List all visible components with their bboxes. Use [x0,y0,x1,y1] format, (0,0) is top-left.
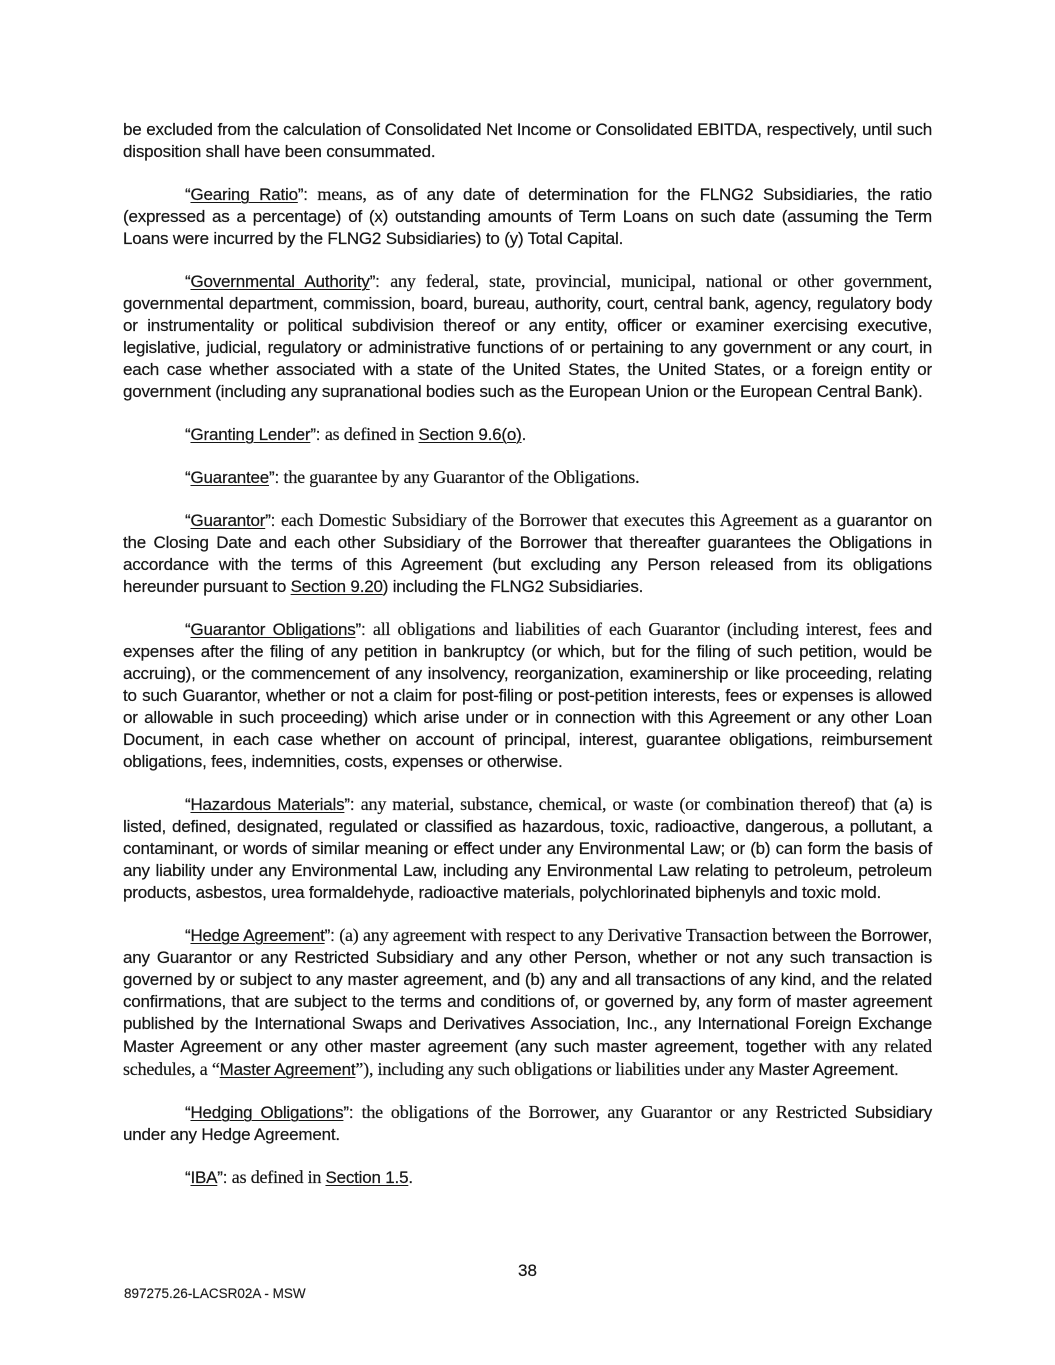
defined-term-guarantor: Guarantor [190,511,266,530]
text-run: ”: [344,795,361,814]
text-run: as defined in [324,424,419,444]
defined-term-guarantee: Guarantee [190,468,270,487]
paragraph [123,423,932,446]
paragraph [123,183,932,250]
text-run: ”: [324,926,340,945]
paragraph [123,793,932,904]
text-run: with any related schedules, a “ [123,1036,932,1079]
defined-term-hedge-agreement: Hedge Agreement [190,926,325,945]
text-run: be excluded from the calculation of Consolidated Net Income or Consolidated EBITDA, respectively, until such disposition shall have been consummated. [123,120,932,161]
text-run: ”: [310,425,325,444]
text-run: the obligations of the Borrower, any Guarantor or any Restricted [361,1102,855,1122]
text-run: the guarantee by any Guarantor of the Obligations. [283,467,640,487]
text-run: “ [185,1103,191,1122]
text-run: (a) is listed, defined, designated, regulated or classified as hazardous, toxic, radioactive, dangerous, a pollutant, a contaminant, or words of similar meaning or effect under any Environmental Law; or (b) can form the basis of any liability under any Environmental Law, including any Environmental Law relating to petroleum, petroleum products, asbestos, urea formaldehyde, radioactive materials, polychlorinated biphenyls and toxic mold. [123,795,932,902]
section-reference: Section 1.5 [325,1168,409,1187]
text-run: ”: [269,468,284,487]
text-run: “ [185,425,191,444]
text-run: guarantor on the Closing Date and each other Subsidiary of the Borrower that thereafter guarantees the Obligations in accordance with the terms of this Agreement (but excluding any Person released from its obligations hereunder pursuant to [123,511,932,596]
defined-term-hedging-obligations: Hedging Obligations [190,1103,344,1122]
text-run: “ [185,1168,191,1187]
text-run: ”: [369,272,391,291]
paragraph [123,509,932,598]
paragraph [123,924,932,1081]
text-run: means, [317,184,377,204]
text-run: “ [185,272,191,291]
text-run: Subsidiary under any Hedge Agreement. [123,1103,932,1144]
text-run: ) including the FLNG2 Subsidiaries. [382,577,644,596]
text-run: as of any date of determination for the FLNG2 Subsidiaries, the ratio (expressed as a percentage) of (x) outstanding amounts of Term Loans on such date (assuming the Term Loans were incurred by the FLNG2 Subsidiaries) to (y) Total Capital. [123,185,932,248]
text-run: “ [185,511,191,530]
text-run: ”: [217,1168,232,1187]
text-run: . [408,1168,413,1187]
text-run: any material, substance, chemical, or waste (or combination thereof) that [360,794,894,814]
text-run: “ [185,468,191,487]
text-run: “ [185,926,191,945]
paragraph [123,119,932,163]
section-reference: Section 9.20 [290,577,383,596]
section-reference: Section 9.6(o) [418,425,522,444]
defined-term-gearing-ratio: Gearing Ratio [190,185,298,204]
paragraph [123,1166,932,1189]
defined-term-granting-lender: Granting Lender [190,425,311,444]
paragraph [123,1101,932,1146]
text-run: any federal, state, provincial, municipal, national or other government, [390,271,932,291]
text-run: . [521,425,527,444]
document-footer-id: 897275.26-LACSR02A - MSW [124,1286,306,1301]
text-run: “ [185,620,191,639]
document-body [123,119,932,1209]
text-run: Borrower, any Guarantor or any Restricted Subsidiary and any other Person, whether or not any such transaction is governed by or subject to any master agreement, and (b) any and all transactions of any kind, and the related confirmations, that are subject to the terms and conditions of, or governed by, any form of master agreement published by the International Swaps and Derivatives Association, Inc., any International Foreign Exchange Master Agreement or any other master agreement (any such master agreement, together [123,926,932,1056]
text-run: each Domestic Subsidiary of the Borrower that executes this Agreement as a [280,510,837,530]
text-run: Master Agreement. [758,1060,899,1079]
defined-term-guarantor-obligations: Guarantor Obligations [190,620,356,639]
text-run: all obligations and liabilities of each Guarantor (including interest, fees [372,619,905,639]
defined-term-governmental-authority: Governmental Authority [190,272,370,291]
text-run: ”), including any such obligations or liabilities under any [355,1059,759,1079]
paragraph [123,466,932,489]
text-run: governmental department, commission, board, bureau, authority, court, central bank, agency, regulatory body or instrumentality or political subdivision thereof or any entity, officer or examiner exercising executive, legislative, judicial, regulatory or administrative functions of or pertaining to any government or any court, in each case whether associated with a state of the United States, the United States, or a foreign entity or government (including any supranational bodies such as the European Union or the European Central Bank). [123,294,932,401]
paragraph [123,270,932,403]
paragraph [123,618,932,773]
text-run: “ [185,185,191,204]
text-run: ”: [343,1103,362,1122]
text-run: “ [185,795,191,814]
text-run: ”: [297,185,318,204]
defined-term-hazardous-materials: Hazardous Materials [190,795,345,814]
text-run: (a) any agreement with respect to any Derivative Transaction between the [339,925,862,945]
text-run: ”: [265,511,281,530]
page-number: 38 [518,1261,537,1280]
text-run: and expenses after the filing of any petition in bankruptcy (or which, but for the filing of such petition, would be accruing), or the commencement of any insolvency, reorganization, examinership or like proceeding, relating to such Guarantor, whether or not a claim for post-filing or post-petition interests, fees or expenses is allowed or allowable in such proceeding) which arise under or in connection with this Agreement or any other Loan Document, in each case whether on account of principal, interest, guarantee obligations, reimbursement obligations, fees, indemnities, costs, expenses or otherwise. [123,620,932,771]
defined-term-iba: IBA [190,1168,218,1187]
text-run: as defined in [231,1167,326,1187]
defined-term-master-agreement: Master Agreement [219,1060,356,1079]
text-run: ”: [355,620,373,639]
